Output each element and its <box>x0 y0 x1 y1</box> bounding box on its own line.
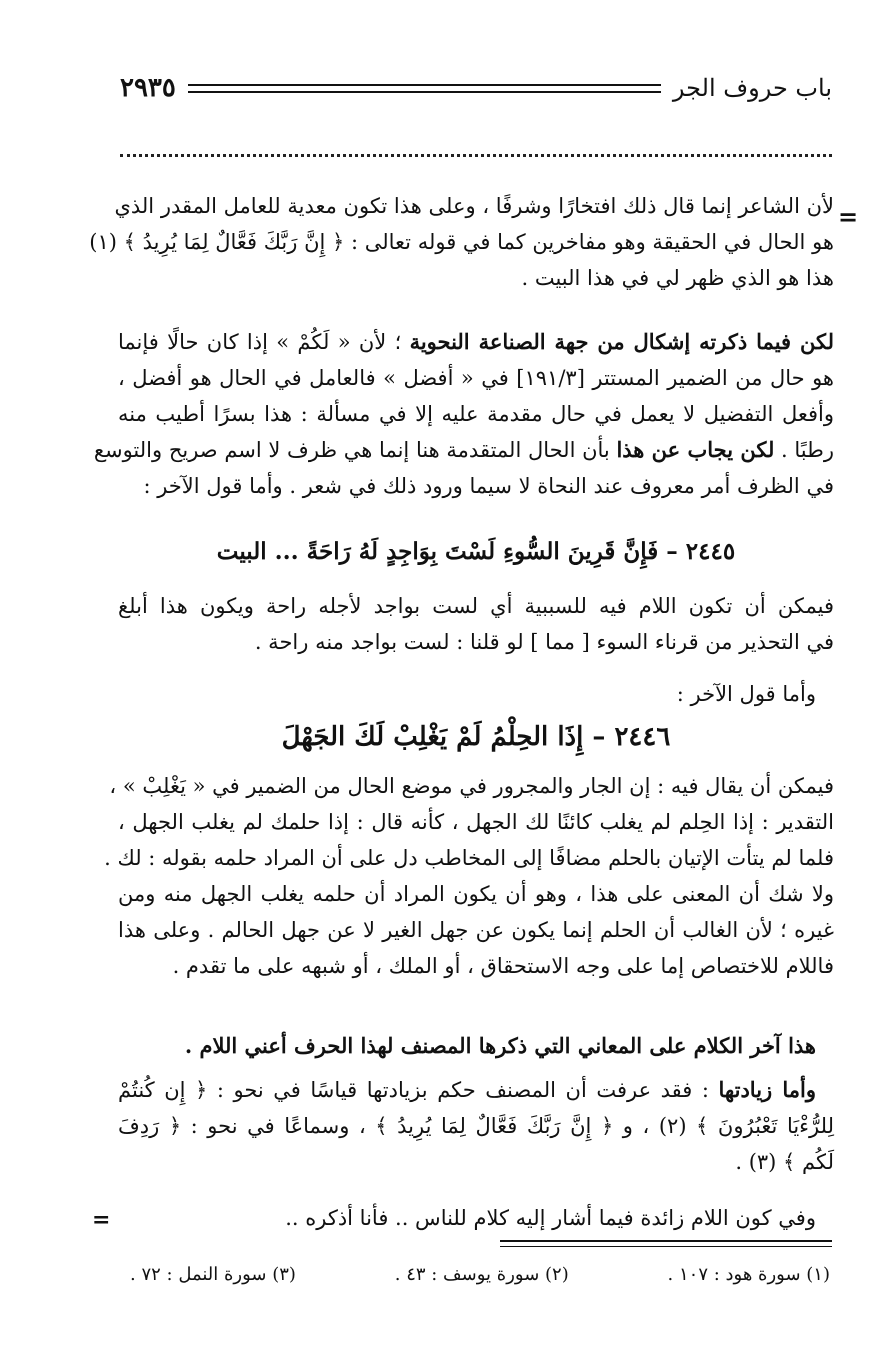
text-line <box>118 324 834 360</box>
paragraph-7 <box>118 1200 834 1236</box>
text-line: هذا آخر الكلام على المعاني التي ذكرها المصنف لهذا الحرف أعني اللام . <box>184 1033 816 1058</box>
header-double-rule <box>188 84 661 93</box>
bold-phrase: لكن يجاب عن هذا <box>616 437 775 462</box>
text-line: فيمكن أن يقال فيه : إن الجار والمجرور في موضع الحال من الضمير في « يَغْلِبْ » ، <box>109 774 834 798</box>
paragraph-1 <box>89 188 834 296</box>
text-line <box>93 432 834 468</box>
text-line: فاللام للاختصاص إما على وجه الاستحقاق ، أو الملك ، أو شبهه على ما تقدم . <box>172 954 834 978</box>
text-line: وفي كون اللام زائدة فيما أشار إليه كلام للناس .. فأنا أذكره .. <box>285 1206 816 1230</box>
dotted-separator <box>120 140 832 157</box>
running-header <box>120 68 832 108</box>
text-line: ولا شك أن المعنى على هذا ، وهو أن يكون المراد أن حلمه يغلب الجهل منه ومن <box>118 882 834 906</box>
page-number: ٢٩٣٥ <box>120 73 176 103</box>
footnotes <box>130 1264 830 1294</box>
text-line: وأما قول الآخر : <box>676 682 816 706</box>
text-line: هو الحال في الحقيقة وهو مفاخرين كما في قوله تعالى : ﴿ إِنَّ رَبَّكَ فَعَّالٌ لِمَا يُرِيدُ ﴾ (١) <box>89 230 834 254</box>
text-line: في التحذير من قرناء السوء [ مما ] لو قلنا : لست بواجد منه راحة . <box>254 630 834 654</box>
footnote-3: (٣) سورة النمل : ٧٢ . <box>130 1264 296 1285</box>
footnote-1: (١) سورة هود : ١٠٧ . <box>667 1264 830 1285</box>
paragraph-5 <box>118 1028 834 1064</box>
line-rest: : فقد عرفت أن المصنف حكم بزيادتها قياسًا في نحو : ﴿ إِن كُنتُمْ <box>118 1078 719 1102</box>
paragraph-3b <box>118 676 834 712</box>
paragraph-6 <box>118 1072 834 1180</box>
text-line: فلما لم يتأت الإتيان بالحلم مضافًا إلى المخاطب دل على أن المراد حلمه بقوله : لك . <box>104 846 834 870</box>
text-line <box>118 1072 834 1108</box>
text-line: التقدير : إذا الحِلم لم يغلب كائنًا لك الجهل ، كأنه قال : إذا حلمك لم يغلب الجهل ، <box>118 810 834 834</box>
text-line: هذا هو الذي ظهر لي في هذا البيت . <box>521 266 834 290</box>
text-line: وأفعل التفضيل لا يعمل في حال مقدمة عليه إلا في مسألة : هذا بسرًا أطيب منه <box>118 402 834 426</box>
bold-lead: وأما زيادتها <box>718 1077 816 1102</box>
bold-lead: لكن فيما ذكرته إشكال من جهة الصناعة النحوية <box>409 329 835 354</box>
verse-2445: ٢٤٤٥ – فَإِنَّ قَرِينَ السُّوءِ لَسْتَ بِوَاجِدٍ لَهُ رَاحَةً ... البيت <box>216 538 736 565</box>
text-line: في الظرف أمر معروف عند النحاة لا سيما ورود ذلك في شعر . وأما قول الآخر : <box>143 474 834 498</box>
paragraph-4 <box>104 768 834 984</box>
line-rest: ؛ لأن « لَكُمْ » إذا كان حالًا فإنما <box>118 330 410 354</box>
footnote-rule <box>500 1240 832 1247</box>
text-line: لِلرُّءْيَا تَعْبُرُونَ ﴾ (٢) ، و ﴿ إِنَّ رَبَّكَ فَعَّالٌ لِمَا يُرِيدُ ﴾ ، وسماعًا في نحو : ﴿ رَدِفَ <box>118 1114 834 1138</box>
footnote-2: (٢) سورة يوسف : ٤٣ . <box>394 1264 569 1285</box>
paragraph-2 <box>93 324 835 504</box>
text-line: هو حال من الضمير المستتر [١٩١/٣] في « أفضل » فالعامل في الحال هو أفضل ، <box>118 366 834 390</box>
continuation-mark-end: = <box>92 1207 111 1233</box>
text-line: لأن الشاعر إنما قال ذلك افتخارًا وشرفًا ، وعلى هذا تكون معدية للعامل المقدر الذي <box>114 194 834 218</box>
line-start: رطبًا . <box>774 438 834 462</box>
verse-2446: ٢٤٤٦ – إِذَا الحِلْمُ لَمْ يَغْلِبْ لَكَ الجَهْلَ <box>281 722 671 752</box>
text-line: غيره ؛ لأن الغالب أن الحلم إنما يكون عن جهل الغير لا عن جهل الحالم . وعلى هذا <box>118 918 834 942</box>
text-line: لَكُم ﴾ (٣) . <box>735 1150 834 1174</box>
line-rest: بأن الحال المتقدمة هنا إنما هي ظرف لا اسم صريح والتوسع <box>93 438 617 462</box>
text-line: فيمكن أن تكون اللام فيه للسببية أي لست بواجد لأجله راحة ويكون هذا أبلغ <box>118 594 834 618</box>
continuation-mark: = <box>838 202 859 231</box>
paragraph-3 <box>118 588 834 660</box>
chapter-title: باب حروف الجر <box>672 74 832 102</box>
